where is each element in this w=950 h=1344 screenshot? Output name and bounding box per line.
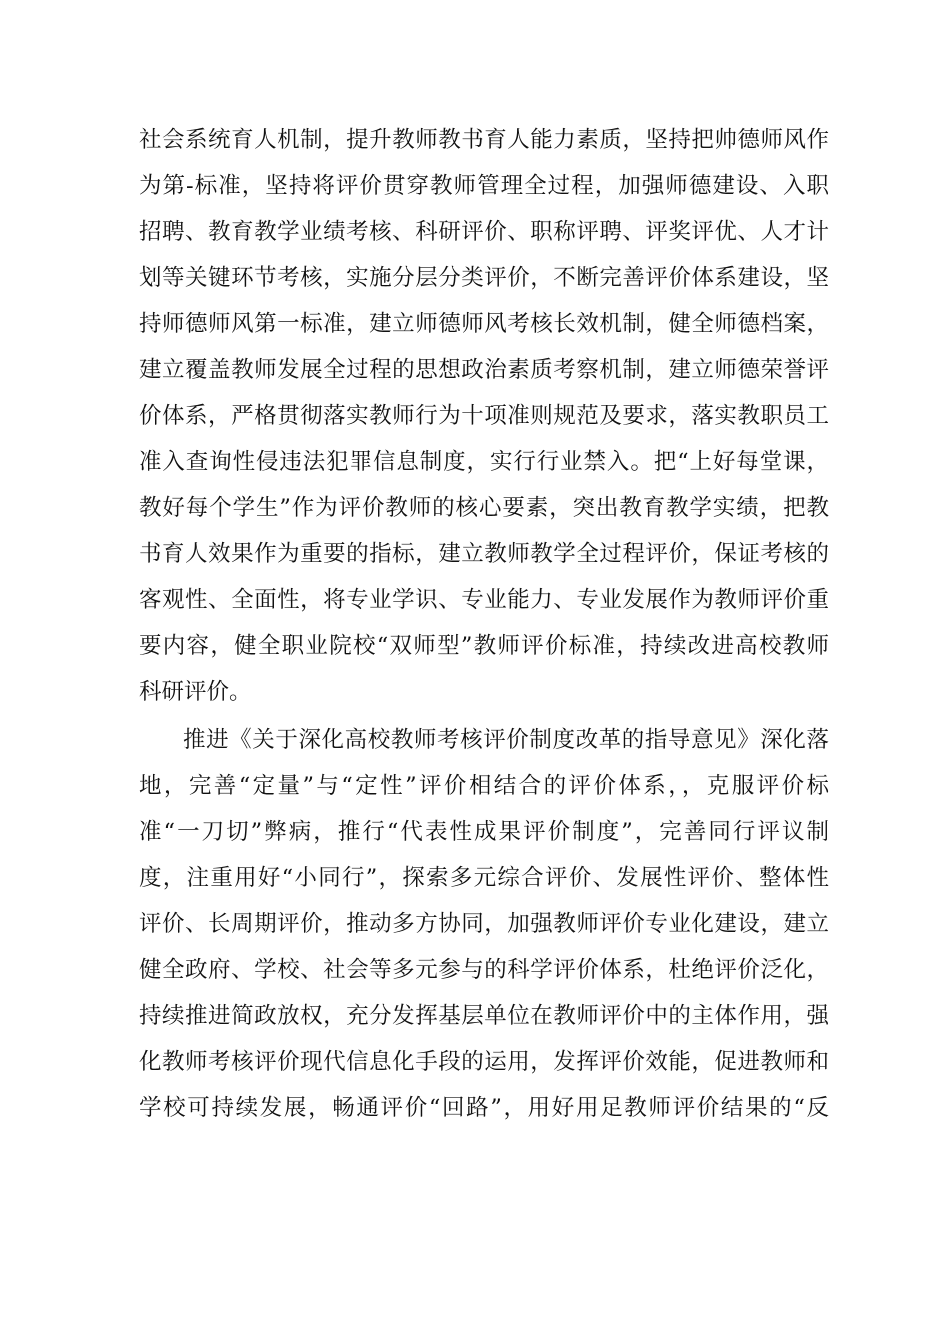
paragraph-2-line-7: 持续推进简政放权，充分发挥基层单位在教师评价中的主体作用，强: [139, 1003, 829, 1029]
paragraph-2-line-3: 准“一刀切”弊病，推行“代表性成果评价制度”，完善同行评议制: [139, 819, 829, 845]
paragraph-2-line-2: 地，完善“定量”与“定性”评价相结合的评价体系，，克服评价标: [139, 773, 829, 799]
paragraph-1-line-6: 建立覆盖教师发展全过程的思想政治素质考察机制，建立师德荣誉评: [139, 357, 829, 383]
paragraph-1-line-13: 科研评价。: [139, 679, 252, 705]
paragraph-2-line-6: 健全政府、学校、社会等多元参与的科学评价体系，杜绝评价泛化，: [139, 957, 829, 983]
paragraph-2-line-4: 度，注重用好“小同行”，探索多元综合评价、发展性评价、整体性: [139, 865, 829, 891]
paragraph-1-line-10: 书育人效果作为重要的指标，建立教师教学全过程评价，保证考核的: [139, 541, 829, 567]
paragraph-1-line-7: 价体系，严格贯彻落实教师行为十项准则规范及要求，落实教职员工: [139, 403, 829, 429]
paragraph-1-line-3: 招聘、教育教学业绩考核、科研评价、职称评聘、评奖评优、人才计: [139, 219, 829, 245]
paragraph-1-line-2: 为第-标准，坚持将评价贯穿教师管理全过程，加强师德建设、入职: [139, 173, 829, 199]
paragraph-1-line-11: 客观性、全面性，将专业学识、专业能力、专业发展作为教师评价重: [139, 587, 829, 613]
paragraph-1-line-5: 持师德师风第一标准，建立师德师风考核长效机制，健全师德档案，: [139, 311, 829, 337]
paragraph-1-line-12: 要内容，健全职业院校“双师型”教师评价标准，持续改进高校教师: [139, 633, 829, 659]
paragraph-2-line-5: 评价、长周期评价，推动多方协同，加强教师评价专业化建设，建立: [139, 911, 829, 937]
paragraph-1-line-9: 教好每个学生”作为评价教师的核心要素，突出教育教学实绩，把教: [139, 495, 829, 521]
paragraph-1-line-4: 划等关键环节考核，实施分层分类评价，不断完善评价体系建设，坚: [139, 265, 829, 291]
paragraph-1-line-8: 准入查询性侵违法犯罪信息制度，实行行业禁入。把“上好每堂课，: [139, 449, 829, 475]
paragraph-1-line-1: 社会系统育人机制，提升教师教书育人能力素质，坚持把帅德师风作: [139, 127, 829, 153]
paragraph-2-line-1: 推进《关于深化高校教师考核评价制度改革的指导意见》深化落: [183, 727, 829, 753]
paragraph-2-line-8: 化教师考核评价现代信息化手段的运用，发挥评价效能，促进教师和: [139, 1049, 829, 1075]
paragraph-2-line-9: 学校可持续发展，畅通评价“回路”，用好用足教师评价结果的“反: [139, 1095, 829, 1121]
